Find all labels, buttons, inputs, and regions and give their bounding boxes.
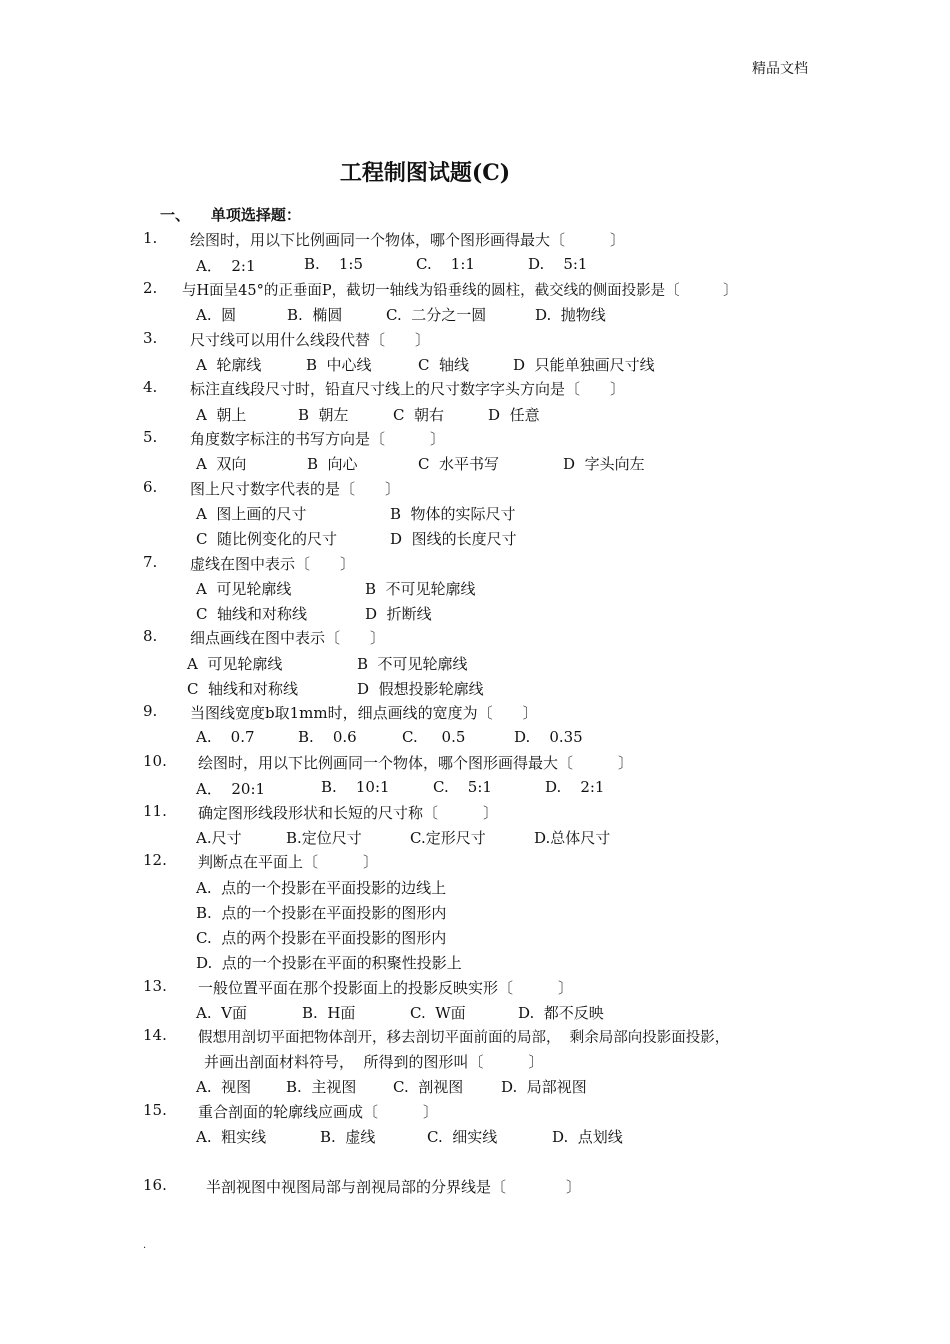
question-text: 虚线在图中表示〔 〕 <box>190 555 356 573</box>
option: B. 1:5 <box>304 255 364 273</box>
option: D 只能单独画尺寸线 <box>513 356 655 374</box>
option: B. 虚线 <box>320 1128 376 1146</box>
option: D. 抛物线 <box>535 306 606 324</box>
option: A. 点的一个投影在平面投影的边线上 <box>196 879 447 897</box>
question-number: 15. <box>143 1101 167 1119</box>
option: B. 10:1 <box>321 778 390 796</box>
option: D. 局部视图 <box>501 1078 587 1096</box>
question-text: 绘图时，用以下比例画同一个物体，哪个图形画得最大〔 〕 <box>198 754 634 772</box>
option: B 物体的实际尺寸 <box>390 505 516 523</box>
question-text: 半剖视图中视图局部与剖视局部的分界线是〔 〕 <box>206 1178 582 1196</box>
option: C. 1:1 <box>416 255 475 273</box>
page-header: 精品文档 <box>752 61 808 77</box>
question-number: 13. <box>143 977 167 995</box>
question-text: 假想用剖切平面把物体剖开，移去剖切平面前面的局部， 剩余局部向投影面投影， <box>198 1030 730 1046</box>
question-text: 绘图时，用以下比例画同一个物体，哪个图形画得最大〔 〕 <box>190 231 626 249</box>
option: A 双向 <box>196 455 247 473</box>
question-number: 9. <box>143 702 158 720</box>
option: C.定形尺寸 <box>410 829 486 847</box>
option: C 轴线 <box>418 356 470 374</box>
question-number: 3. <box>143 329 158 347</box>
question-number: 16. <box>143 1176 167 1194</box>
option: B. 点的一个投影在平面投影的图形内 <box>196 904 447 922</box>
option: B. 椭圆 <box>287 306 343 324</box>
option: D. 2:1 <box>545 778 605 796</box>
option: B 向心 <box>307 455 358 473</box>
option: A 可见轮廓线 <box>196 580 292 598</box>
question-text: 细点画线在图中表示〔 〕 <box>190 629 386 647</box>
option: D. 点划线 <box>552 1128 623 1146</box>
option: C. 5:1 <box>433 778 492 796</box>
section-heading: 一、 单项选择题： <box>160 206 301 224</box>
question-number: 12. <box>143 851 167 869</box>
option: B. 主视图 <box>286 1078 357 1096</box>
question-text: 一般位置平面在那个投影面上的投影反映实形〔 〕 <box>198 979 574 997</box>
option: C 水平书写 <box>418 455 500 473</box>
question-number: 14. <box>143 1026 167 1044</box>
option: D. 0.35 <box>514 728 583 746</box>
option: A. 圆 <box>196 306 237 324</box>
footer-dot: . <box>143 1240 147 1251</box>
option: D. 点的一个投影在平面的积聚性投影上 <box>196 954 462 972</box>
option: B. 0.6 <box>298 728 357 746</box>
option: B 不可见轮廓线 <box>365 580 476 598</box>
question-text: 图上尺寸数字代表的是〔 〕 <box>190 480 401 498</box>
question-text: 重合剖面的轮廓线应画成〔 〕 <box>198 1103 439 1121</box>
option: A． 20:1 <box>196 780 266 798</box>
option: A 图上画的尺寸 <box>196 505 307 523</box>
option: C. 0.5 <box>402 728 466 746</box>
option: A 可见轮廓线 <box>187 655 283 673</box>
option: A. 粗实线 <box>196 1128 267 1146</box>
question-number: 10. <box>143 752 167 770</box>
question-number: 6. <box>143 478 158 496</box>
option: D.总体尺寸 <box>534 829 611 847</box>
question-number: 5. <box>143 428 158 446</box>
option: C 朝右 <box>393 406 445 424</box>
page-title: 工程制图试题(C) <box>339 160 511 186</box>
option: C. 细实线 <box>427 1128 498 1146</box>
question-text: 与H面呈45°的正垂面P，截切一轴线为铅垂线的圆柱，截交线的侧面投影是〔 〕 <box>182 283 738 299</box>
option: B 中心线 <box>306 356 372 374</box>
option: C. 剖视图 <box>393 1078 464 1096</box>
option: B 不可见轮廓线 <box>357 655 468 673</box>
question-text: 尺寸线可以用什么线段代替〔 〕 <box>190 331 431 349</box>
question-number: 7. <box>143 553 158 571</box>
option: A 轮廓线 <box>196 356 262 374</box>
option: C. W面 <box>410 1004 466 1022</box>
option: C 轴线和对称线 <box>196 605 308 623</box>
option: A. 0.7 <box>196 728 255 746</box>
option: A 朝上 <box>196 406 247 424</box>
question-text: 标注直线段尺寸时，铅直尺寸线上的尺寸数字字头方向是〔 〕 <box>190 380 626 398</box>
option: D 字头向左 <box>563 455 645 473</box>
option: D. 5:1 <box>528 255 588 273</box>
question-text: 当图线宽度b取1mm时，细点画线的宽度为〔 〕 <box>190 704 538 722</box>
option: B 朝左 <box>298 406 349 424</box>
option: B. H面 <box>302 1004 356 1022</box>
question-text: 确定图形线段形状和长短的尺寸称〔 〕 <box>198 804 499 822</box>
question-text: 角度数字标注的书写方向是〔 〕 <box>190 430 446 448</box>
option: C 轴线和对称线 <box>187 680 299 698</box>
option: D 假想投影轮廓线 <box>357 680 484 698</box>
question-text: 判断点在平面上〔 〕 <box>198 853 379 871</box>
question-text-continued: 并画出剖面材料符号， 所得到的图形叫〔 〕 <box>204 1053 544 1071</box>
option: D 折断线 <box>365 605 432 623</box>
question-number: 11. <box>143 802 167 820</box>
question-number: 4. <box>143 378 158 396</box>
option: B.定位尺寸 <box>286 829 362 847</box>
option: C 随比例变化的尺寸 <box>196 530 338 548</box>
option: A. 视图 <box>196 1078 252 1096</box>
option: A． 2:1 <box>196 257 256 275</box>
question-number: 2. <box>143 279 158 297</box>
option: C. 二分之一圆 <box>386 306 487 324</box>
option: D 图线的长度尺寸 <box>390 530 517 548</box>
question-number: 1. <box>143 229 158 247</box>
option: A. V面 <box>196 1004 247 1022</box>
option: A.尺寸 <box>196 829 242 847</box>
option: C. 点的两个投影在平面投影的图形内 <box>196 929 447 947</box>
option: D 任意 <box>488 406 540 424</box>
option: D. 都不反映 <box>518 1004 604 1022</box>
question-number: 8. <box>143 627 158 645</box>
